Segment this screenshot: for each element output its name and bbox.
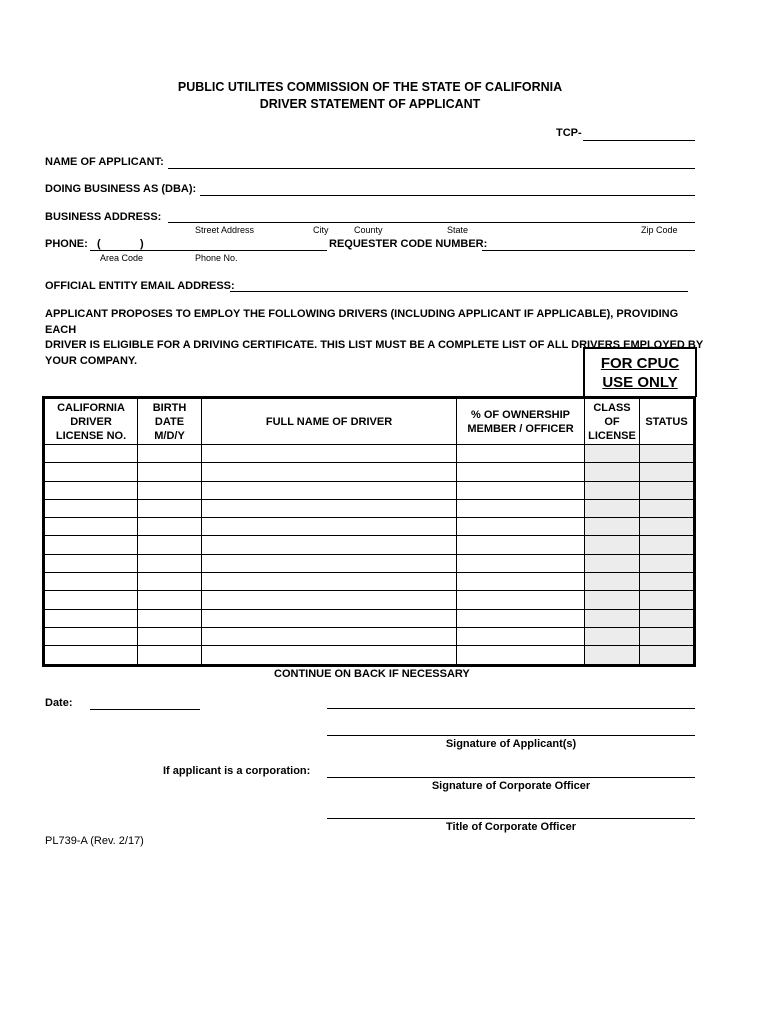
birth-date-cell[interactable] bbox=[138, 445, 202, 463]
birth-date-cell[interactable] bbox=[138, 609, 202, 627]
driver-name-cell[interactable] bbox=[202, 591, 457, 609]
class-cell bbox=[585, 573, 640, 591]
driver-name-cell[interactable] bbox=[202, 627, 457, 645]
driver-name-cell[interactable] bbox=[202, 609, 457, 627]
class-cell bbox=[585, 499, 640, 517]
class-cell bbox=[585, 481, 640, 499]
license-cell[interactable] bbox=[44, 573, 138, 591]
address-city-caption: City bbox=[313, 225, 329, 235]
applicant-signature-label: Signature of Applicant(s) bbox=[445, 738, 577, 750]
status-cell bbox=[640, 536, 695, 554]
phone-area-caption: Area Code bbox=[100, 253, 144, 263]
status-cell bbox=[640, 627, 695, 645]
email-input-line[interactable] bbox=[230, 291, 688, 292]
license-cell[interactable] bbox=[44, 591, 138, 609]
class-cell bbox=[585, 591, 640, 609]
table-row bbox=[44, 499, 695, 517]
status-cell bbox=[640, 445, 695, 463]
class-cell bbox=[585, 463, 640, 481]
instructions-line2: DRIVER IS ELIGIBLE FOR A DRIVING CERTIFICATE. THIS LIST MUST BE A COMPLETE LIST OF ALL DRIVERS EMPLOYED BY bbox=[45, 339, 704, 351]
cpuc-line2: USE ONLY bbox=[602, 374, 678, 391]
status-cell bbox=[640, 554, 695, 572]
table-row bbox=[44, 609, 695, 627]
phone-input-line[interactable] bbox=[90, 250, 327, 251]
ownership-cell[interactable] bbox=[457, 518, 585, 536]
license-cell[interactable] bbox=[44, 536, 138, 554]
col-header-ownership: % OF OWNERSHIP MEMBER / OFFICER bbox=[457, 398, 585, 445]
driver-name-cell[interactable] bbox=[202, 481, 457, 499]
status-cell bbox=[640, 518, 695, 536]
birth-date-cell[interactable] bbox=[138, 554, 202, 572]
license-cell[interactable] bbox=[44, 499, 138, 517]
phone-paren-open: ( bbox=[97, 238, 101, 250]
table-row bbox=[44, 646, 695, 665]
class-cell bbox=[585, 518, 640, 536]
license-cell[interactable] bbox=[44, 481, 138, 499]
ownership-cell[interactable] bbox=[457, 536, 585, 554]
birth-date-cell[interactable] bbox=[138, 573, 202, 591]
license-cell[interactable] bbox=[44, 518, 138, 536]
address-street-caption: Street Address bbox=[195, 225, 255, 235]
class-cell bbox=[585, 536, 640, 554]
table-header-row bbox=[44, 398, 695, 445]
dba-label: DOING BUSINESS AS (DBA): bbox=[45, 183, 197, 195]
ownership-cell[interactable] bbox=[457, 481, 585, 499]
table-row bbox=[44, 591, 695, 609]
applicant-signature-line-2[interactable] bbox=[327, 735, 695, 736]
tcp-label: TCP- bbox=[556, 127, 582, 139]
corp-officer-signature-label: Signature of Corporate Officer bbox=[431, 780, 591, 792]
birth-date-cell[interactable] bbox=[138, 518, 202, 536]
license-cell[interactable] bbox=[44, 609, 138, 627]
table-row bbox=[44, 445, 695, 463]
status-cell bbox=[640, 499, 695, 517]
corp-officer-signature-line[interactable] bbox=[327, 777, 695, 778]
continue-note: CONTINUE ON BACK IF NECESSARY bbox=[274, 668, 470, 680]
table-row bbox=[44, 573, 695, 591]
phone-paren-close: ) bbox=[140, 238, 144, 250]
address-county-caption: County bbox=[354, 225, 383, 235]
license-cell[interactable] bbox=[44, 445, 138, 463]
form-title-line2: DRIVER STATEMENT OF APPLICANT bbox=[259, 97, 481, 111]
corp-officer-title-label: Title of Corporate Officer bbox=[446, 821, 576, 833]
address-input-line[interactable] bbox=[168, 222, 695, 223]
driver-name-cell[interactable] bbox=[202, 445, 457, 463]
instructions-line3: YOUR COMPANY. bbox=[45, 354, 138, 367]
status-cell bbox=[640, 463, 695, 481]
ownership-cell[interactable] bbox=[457, 573, 585, 591]
email-label: OFFICIAL ENTITY EMAIL ADDRESS: bbox=[45, 280, 235, 292]
phone-number-caption: Phone No. bbox=[195, 253, 238, 263]
col-header-birth: BIRTH DATE M/D/Y bbox=[138, 398, 202, 445]
col-header-license: CALIFORNIA DRIVER LICENSE NO. bbox=[44, 398, 138, 445]
driver-name-cell[interactable] bbox=[202, 554, 457, 572]
birth-date-cell[interactable] bbox=[138, 591, 202, 609]
driver-name-cell[interactable] bbox=[202, 536, 457, 554]
drivers-table bbox=[42, 396, 696, 667]
tcp-input-line[interactable] bbox=[583, 140, 695, 141]
driver-name-cell[interactable] bbox=[202, 518, 457, 536]
class-cell bbox=[585, 646, 640, 665]
col-header-name: FULL NAME OF DRIVER bbox=[202, 398, 457, 445]
name-label: NAME OF APPLICANT: bbox=[45, 156, 164, 168]
ownership-cell[interactable] bbox=[457, 463, 585, 481]
ownership-cell[interactable] bbox=[457, 609, 585, 627]
ownership-cell[interactable] bbox=[457, 445, 585, 463]
address-state-caption: State bbox=[447, 225, 469, 235]
dba-input-line[interactable] bbox=[200, 195, 695, 196]
instructions-line1: APPLICANT PROPOSES TO EMPLOY THE FOLLOWING DRIVERS (INCLUDING APPLICANT IF APPLICABLE), PROVIDING EACH bbox=[45, 308, 679, 336]
cpuc-line1: FOR CPUC bbox=[600, 355, 680, 372]
birth-date-cell[interactable] bbox=[138, 536, 202, 554]
requester-input-line[interactable] bbox=[482, 250, 695, 251]
col-header-class: CLASS OF LICENSE bbox=[585, 398, 640, 445]
applicant-signature-line-1[interactable] bbox=[327, 708, 695, 709]
class-cell bbox=[585, 609, 640, 627]
table-row bbox=[44, 554, 695, 572]
name-input-line[interactable] bbox=[168, 168, 695, 169]
address-label: BUSINESS ADDRESS: bbox=[45, 211, 162, 223]
status-cell bbox=[640, 646, 695, 665]
birth-date-cell[interactable] bbox=[138, 646, 202, 665]
ownership-cell[interactable] bbox=[457, 554, 585, 572]
table-row bbox=[44, 481, 695, 499]
birth-date-cell[interactable] bbox=[138, 463, 202, 481]
cpuc-use-only-box bbox=[583, 347, 697, 397]
birth-date-cell[interactable] bbox=[138, 481, 202, 499]
address-zip-caption: Zip Code bbox=[641, 225, 678, 235]
table-row bbox=[44, 536, 695, 554]
form-id: PL739-A (Rev. 2/17) bbox=[45, 835, 144, 847]
col-header-status: STATUS bbox=[640, 398, 695, 445]
corporation-label: If applicant is a corporation: bbox=[163, 765, 311, 777]
status-cell bbox=[640, 481, 695, 499]
class-cell bbox=[585, 627, 640, 645]
phone-label: PHONE: bbox=[45, 238, 88, 250]
form-title-line1: PUBLIC UTILITES COMMISSION OF THE STATE OF CALIFORNIA bbox=[177, 80, 563, 94]
birth-date-cell[interactable] bbox=[138, 627, 202, 645]
driver-name-cell[interactable] bbox=[202, 463, 457, 481]
license-cell[interactable] bbox=[44, 646, 138, 665]
status-cell bbox=[640, 609, 695, 627]
status-cell bbox=[640, 573, 695, 591]
table-row bbox=[44, 627, 695, 645]
license-cell[interactable] bbox=[44, 463, 138, 481]
class-cell bbox=[585, 554, 640, 572]
driver-name-cell[interactable] bbox=[202, 573, 457, 591]
ownership-cell[interactable] bbox=[457, 646, 585, 665]
license-cell[interactable] bbox=[44, 554, 138, 572]
table-row bbox=[44, 463, 695, 481]
date-input-line[interactable] bbox=[90, 709, 200, 710]
ownership-cell[interactable] bbox=[457, 591, 585, 609]
ownership-cell[interactable] bbox=[457, 499, 585, 517]
birth-date-cell[interactable] bbox=[138, 499, 202, 517]
corp-officer-title-line[interactable] bbox=[327, 818, 695, 819]
status-cell bbox=[640, 591, 695, 609]
ownership-cell[interactable] bbox=[457, 627, 585, 645]
license-cell[interactable] bbox=[44, 627, 138, 645]
date-label: Date: bbox=[45, 697, 73, 709]
driver-name-cell[interactable] bbox=[202, 646, 457, 665]
requester-label: REQUESTER CODE NUMBER: bbox=[329, 238, 488, 250]
table-row bbox=[44, 518, 695, 536]
class-cell bbox=[585, 445, 640, 463]
driver-name-cell[interactable] bbox=[202, 499, 457, 517]
